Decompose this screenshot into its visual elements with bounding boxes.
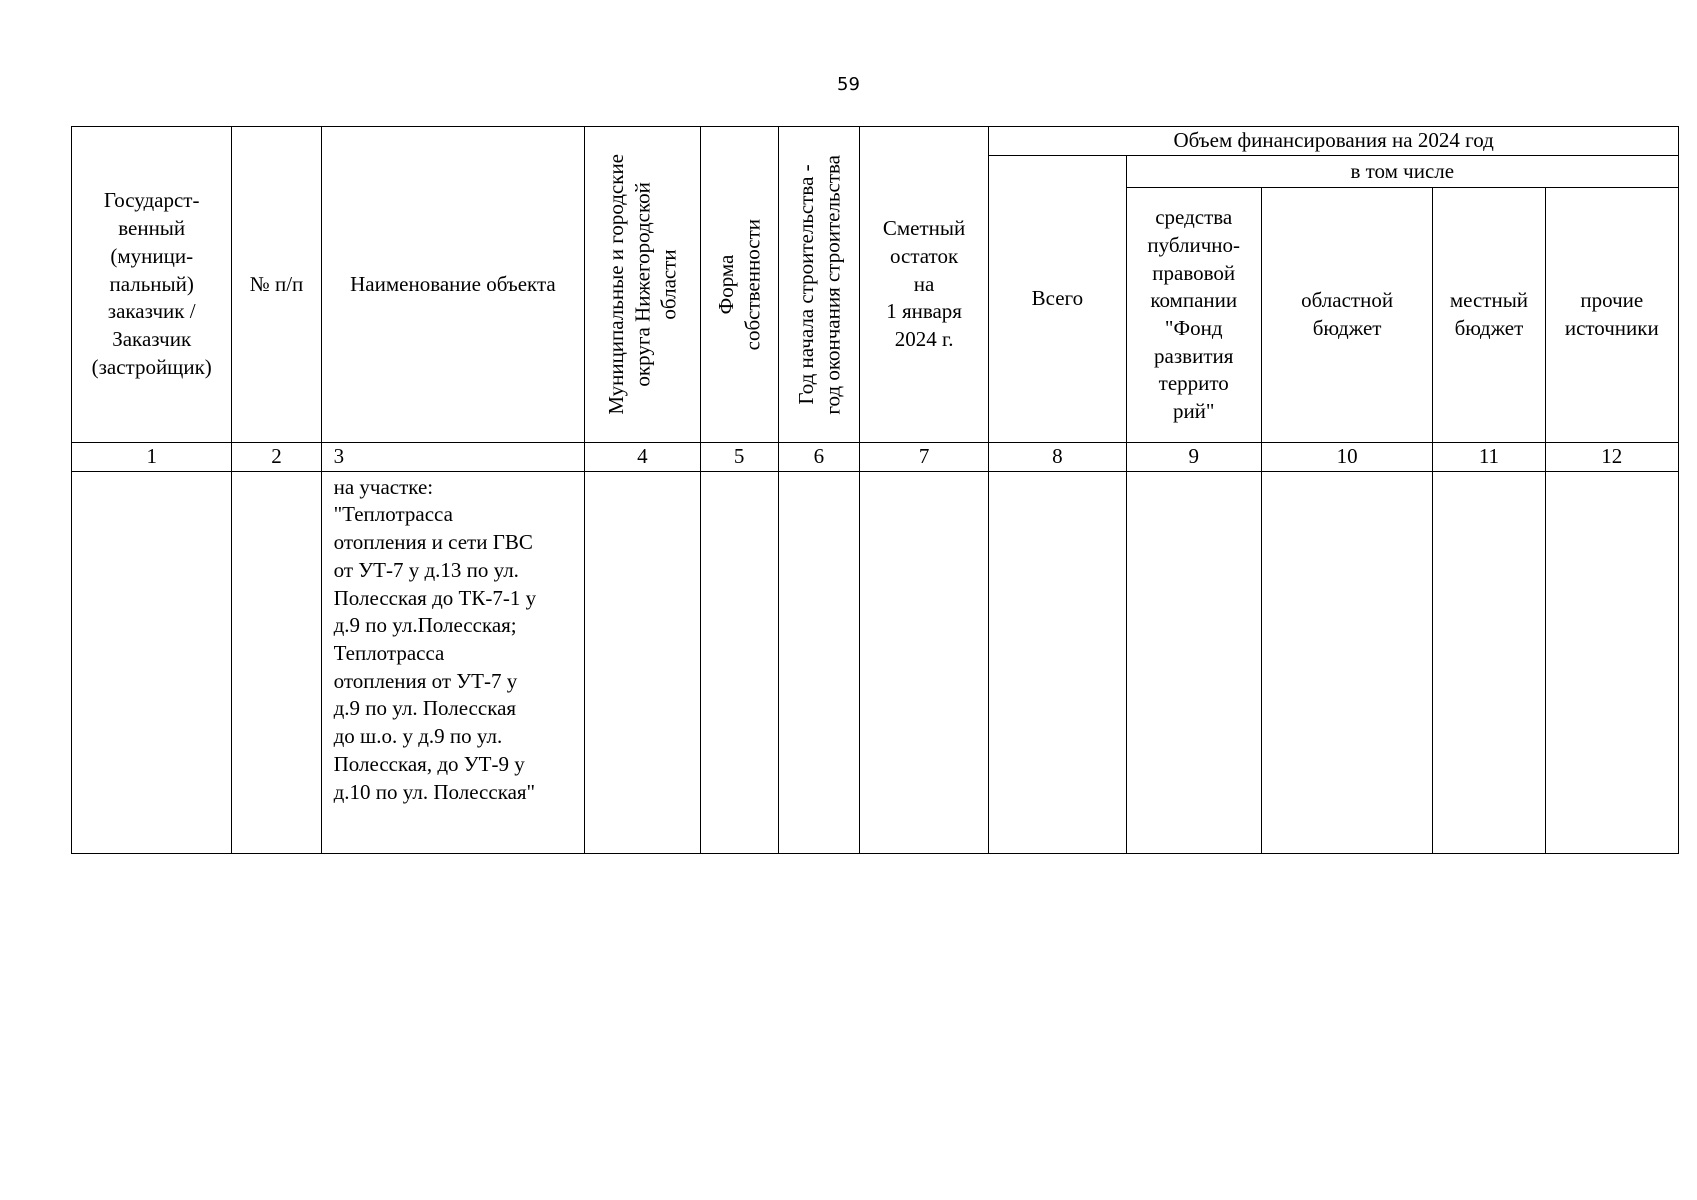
column-number: 11 (1433, 443, 1545, 472)
cell-other-sources (1545, 471, 1678, 853)
header-local-budget: местный бюджет (1433, 188, 1545, 443)
header-ownership-cell (700, 127, 778, 443)
column-number: 8 (989, 443, 1126, 472)
cell-years (778, 471, 859, 853)
column-number: 12 (1545, 443, 1678, 472)
cell-estimate-balance (859, 471, 988, 853)
cell-fund (1126, 471, 1261, 853)
header-years: Год начала строительства - год окончания строительства (793, 154, 844, 415)
header-number: № п/п (232, 127, 321, 443)
column-number: 7 (859, 443, 988, 472)
header-estimate-balance: Сметный остаток на 1 января 2024 г. (859, 127, 988, 443)
header-row-1 (72, 127, 1679, 156)
header-including: в том числе (1126, 156, 1678, 188)
financing-table (71, 126, 1679, 854)
table-row (72, 471, 1679, 853)
column-number: 2 (232, 443, 321, 472)
header-fund: средства публично- правовой компании "Фонд развития террито рий" (1126, 188, 1261, 443)
column-number: 3 (321, 443, 585, 472)
header-municipality-cell (585, 127, 700, 443)
header-total: Всего (989, 156, 1126, 443)
cell-local-budget (1433, 471, 1545, 853)
column-number: 4 (585, 443, 700, 472)
page-number: 59 (837, 74, 860, 95)
cell-total (989, 471, 1126, 853)
cell-ownership (700, 471, 778, 853)
header-customer: Государст- венный (муници- пальный) заказчик / Заказчик (застройщик) (72, 127, 232, 443)
cell-regional-budget (1261, 471, 1432, 853)
cell-customer (72, 471, 232, 853)
column-number: 9 (1126, 443, 1261, 472)
cell-municipality (585, 471, 700, 853)
header-funding-group: Объем финансирования на 2024 год (989, 127, 1679, 156)
header-municipality: Муниципальные и городские округа Нижегородской области (604, 154, 681, 415)
cell-object-name: на участке: "Теплотрасса отопления и сети ГВС от УТ-7 у д.13 по ул. Полесская до ТК-7-1 у д.9 по ул.Полесская; Теплотрасса отопления от УТ-7 у д.9 по ул. Полесская до ш.о. у д.9 по ул. Полесская, до УТ-9 у д.10 по ул. Полесская" (321, 471, 585, 853)
header-regional-budget: областной бюджет (1261, 188, 1432, 443)
header-other-sources: прочие источники (1545, 188, 1678, 443)
cell-number (232, 471, 321, 853)
column-number: 10 (1261, 443, 1432, 472)
header-years-cell (778, 127, 859, 443)
column-number-row (72, 443, 1679, 472)
column-number: 6 (778, 443, 859, 472)
column-number: 1 (72, 443, 232, 472)
header-object-name: Наименование объекта (321, 127, 585, 443)
column-number: 5 (700, 443, 778, 472)
header-ownership: Форма собственности (713, 218, 765, 351)
